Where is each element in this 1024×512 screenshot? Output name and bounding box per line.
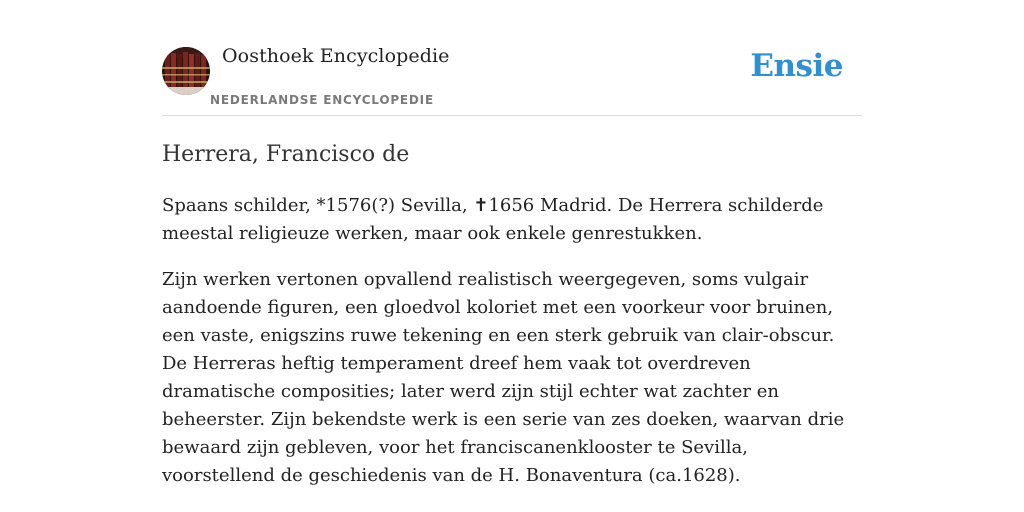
ensie-logo[interactable]: Ensie xyxy=(750,48,843,84)
site-header xyxy=(162,0,862,116)
article xyxy=(162,140,862,490)
article-paragraph: Zijn werken vertonen opvallend realistisch weergegeven, soms vulgair aandoende figuren, een gloedvol koloriet met een voorkeur voor bruinen, een vaste, enigszins ruwe tekening en een sterk gebruik van clair-obscur. De Herreras heftig temperament dreef hem vaak tot overdreven dramatische composities; later werd zijn stijl echter wat zachter en beheerster. Zijn bekendste werk is een serie van zes doeken, waarvan drie bewaard zijn gebleven, voor het franciscanenklooster te Sevilla, voorstellend de geschiedenis van de H. Bonaventura (ca.1628). xyxy=(162,269,845,486)
book-spines-icon xyxy=(162,47,210,95)
encyclopedia-avatar[interactable] xyxy=(162,47,210,95)
site-title[interactable]: Oosthoek Encyclopedie xyxy=(222,45,450,67)
article-title: Herrera, Francisco de xyxy=(162,142,410,167)
site-subtitle: NEDERLANDSE ENCYCLOPEDIE xyxy=(210,93,434,107)
article-paragraph: Spaans schilder, *1576(?) Sevilla, ✝1656 Madrid. De Herrera schilderde meestal religieuze werken, maar ook enkele genrestukken. xyxy=(162,195,824,244)
